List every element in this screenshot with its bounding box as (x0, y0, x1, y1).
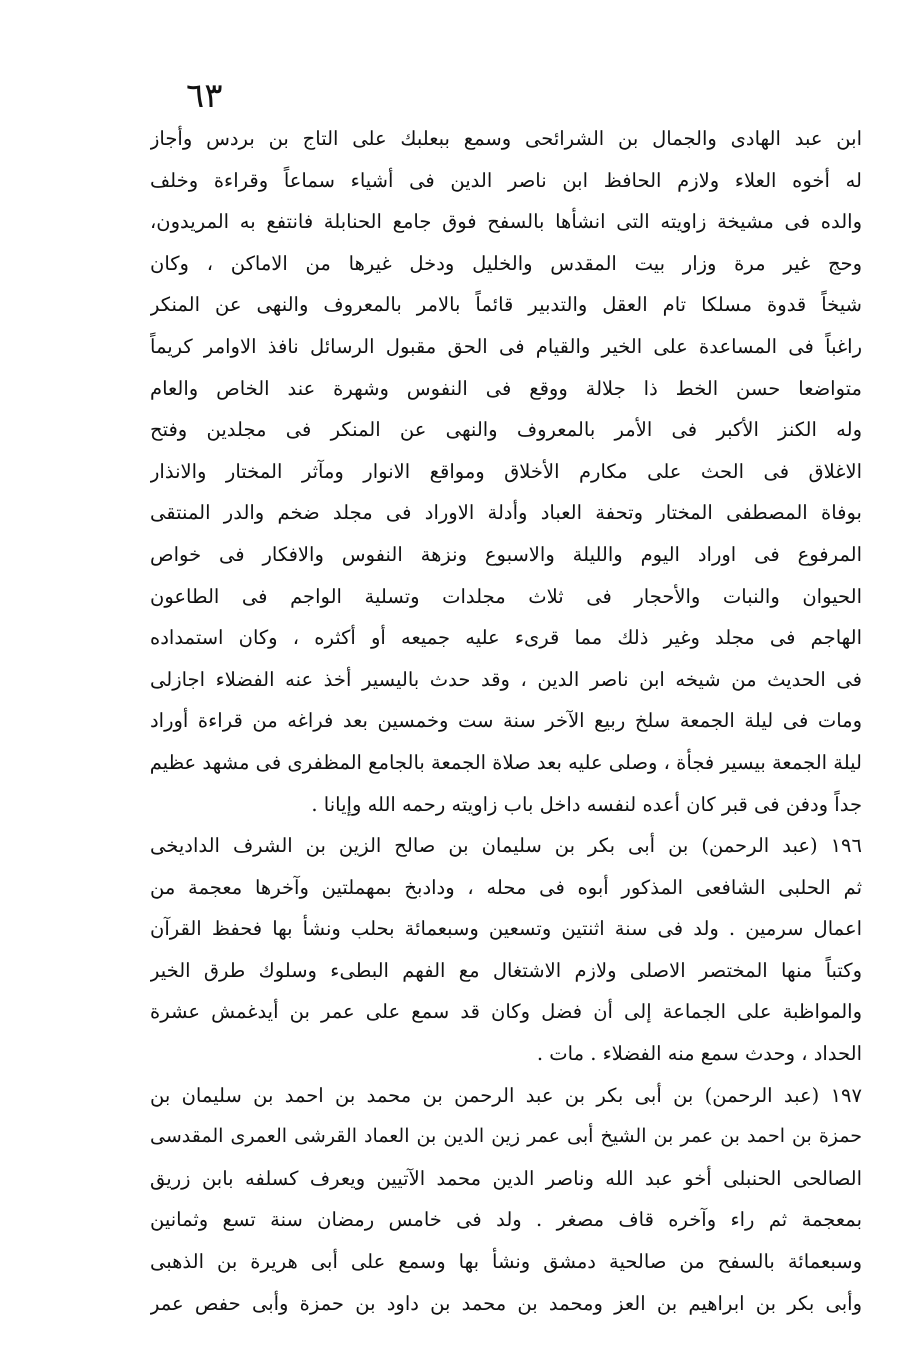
text-line: ليلة الجمعة بيسير فجأة ، وصلى عليه بعد صلاة الجمعة بالجامع المظفرى فى مشهد عظيم (150, 750, 862, 774)
text-line: الاغلاق فى الحث على مكارم الأخلاق ومواقع الانوار ومآثر المختار والانذار (150, 459, 862, 483)
text-line: له أخوه العلاء ولازم الحافظ ابن ناصر الدين فى أشياء سماعاً وقراءة وخلف (150, 168, 862, 192)
text-line: ومات فى ليلة الجمعة سلخ ربيع الآخر سنة ست وخمسين بعد فراغه من قراءة أوراد (150, 709, 862, 733)
text-line: اعمال سرمين . ولد فى سنة اثنتين وتسعين وسبعمائة بحلب ونشأ بها فحفظ القرآن (150, 917, 862, 941)
text-line: والده فى مشيخة زاويته التى انشأها بالسفح فوق جامع الحنابلة فانتفع به المريدون، (150, 210, 862, 234)
text-line: وحج غير مرة وزار بيت المقدس والخليل ودخل غيرها من الاماكن ، وكان (150, 251, 862, 275)
text-line: الحداد ، وحدث سمع منه الفضلاء . مات . (536, 1042, 862, 1066)
entry-196-heading-line: ١٩٦ (عبد الرحمن) بن أبى بكر بن سليمان بن صالح الزين بن الشرف الداديخى (150, 834, 862, 858)
text-line: والمواظبة على الجماعة إلى أن فضل وكان قد سمع على عمر بن أيدغمش عشرة (150, 1000, 862, 1024)
text-line: راغباً فى المساعدة على الخير والقيام فى الحق مقبول الرسائل نافذ الاوامر كريماً (150, 334, 862, 358)
text-line: الهاجم فى مجلد وغير ذلك مما قرىء عليه جميعه أو أكثره ، وكان استمداده (150, 626, 862, 650)
text-line: وكتباً منها المختصر الاصلى ولازم الاشتغال مع الفهم البطىء وسلوك طرق الخير (150, 958, 862, 982)
entry-197-heading-line: ١٩٧ (عبد الرحمن) بن أبى بكر بن عبد الرحمن بن محمد بن احمد بن سليمان بن (150, 1083, 862, 1107)
text-line: شيخاً قدوة مسلكا تام العقل والتدبير قائماً بالامر بالمعروف والنهى عن المنكر (150, 293, 862, 317)
text-line: حمزة بن احمد بن عمر بن الشيخ أبى عمر زين الدين بن العماد القرشى العمرى المقدسى (150, 1125, 862, 1148)
text-line: المرفوع فى اوراد اليوم والليلة والاسبوع ونزهة النفوس والافكار فى خواص (150, 542, 862, 566)
text-line: فى الحديث من شيخه ابن ناصر الدين ، وقد حدث باليسير أخذ عنه الفضلاء اجازلى (150, 667, 862, 691)
text-line: الحيوان والنبات والأحجار فى ثلاث مجلدات وتسلية الواجم فى الطاعون (150, 584, 862, 608)
text-line: جداً ودفن فى قبر كان أعده لنفسه داخل باب زاويته رحمه الله وإيانا . (311, 792, 862, 816)
text-line: بمعجمة ثم راء وآخره قاف مصغر . ولد فى خامس رمضان سنة تسع وثمانين (150, 1208, 862, 1232)
text-line: ابن عبد الهادى والجمال بن الشرائحى وسمع ببعلبك على التاج بن بردس وأجاز (150, 127, 862, 150)
text-line: متواضعا حسن الخط ذا جلالة ووقع فى النفوس وشهرة عند الخاص والعام (150, 376, 862, 400)
body-text (150, 118, 862, 1324)
text-line: ثم الحلبى الشافعى المذكور أبوه فى محله ، ودادبخ بمهملتين وآخرها معجمة من (150, 875, 862, 899)
text-line: وسبعمائة بالسفح من صالحية دمشق ونشأ بها وسمع على أبى هريرة بن الذهبى (150, 1250, 862, 1274)
text-line: وله الكنز الأكبر فى الأمر بالمعروف والنهى عن المنكر فى مجلدين وفتح (150, 418, 862, 442)
text-line: وأبى بكر بن ابراهيم بن العز ومحمد بن محمد بن داود بن حمزة وأبى حفص عمر (150, 1291, 862, 1315)
text-line: بوفاة المصطفى المختار وتحفة العباد وأدلة الاوراد فى مجلد ضخم والدر المنتقى (150, 501, 862, 525)
text-line: الصالحى الحنبلى أخو عبد الله وناصر الدين محمد الآتيين ويعرف كسلفه بابن زريق (150, 1166, 862, 1190)
page-number: ٦٣ (186, 76, 223, 116)
